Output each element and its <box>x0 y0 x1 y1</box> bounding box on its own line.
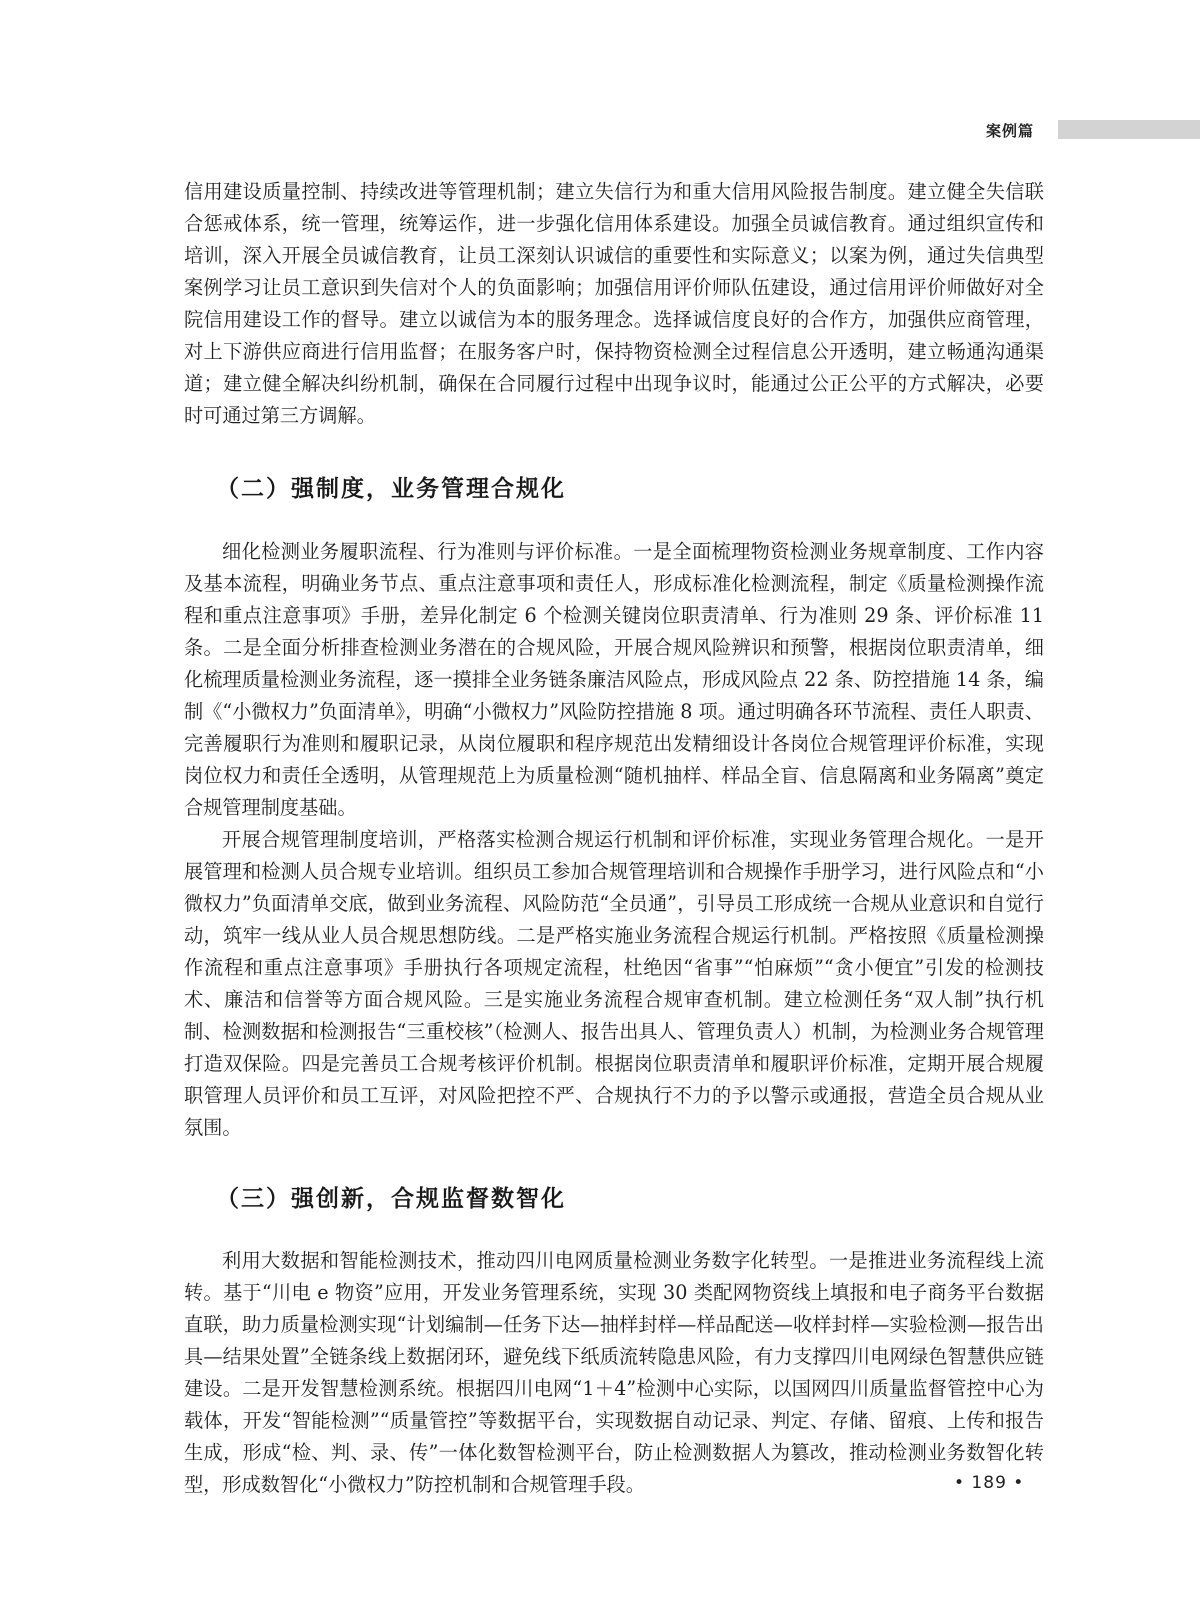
running-header <box>986 120 1048 140</box>
paragraph: 信用建设质量控制、持续改进等管理机制；建立失信行为和重大信用风险报告制度。建立健全失信联合惩戒体系，统一管理，统筹运作，进一步强化信用体系建设。加强全员诚信教育。通过组织宣传和培训，深入开展全员诚信教育，让员工深刻认识诚信的重要性和实际意义；以案为例，通过失信典型案例学习让员工意识到失信对个人的负面影响；加强信用评价师队伍建设，通过信用评价师做好对全院信用建设工作的督导。建立以诚信为本的服务理念。选择诚信度良好的合作方，加强供应商管理，对上下游供应商进行信用监督；在服务客户时，保持物资检测全过程信息公开透明，建立畅通沟通渠道；建立健全解决纠纷机制，确保在合同履行过程中出现争议时，能通过公正公平的方式解决，必要时可通过第三方调解。 <box>184 180 1044 427</box>
section-label: 案例篇 <box>986 121 1035 140</box>
section-heading: （三）强创新，合规监督数智化 <box>216 1186 566 1212</box>
page-body <box>184 176 1044 1501</box>
paragraph: 利用大数据和智能检测技术，推动四川电网质量检测业务数字化转型。一是推进业务流程线上流转。基于“川电 e 物资”应用，开发业务管理系统，实现 30 类配网物资线上填报和电子商务平台数据直联，助力质量检测实现“计划编制—任务下达—抽样封样—样品配送—收样封样—实验检测—报告出具—结果处置”全链条线上数据闭环，避免线下纸质流转隐患风险，有力支撑四川电网绿色智慧供应链建设。二是开发智慧检测系统。根据四川电网“1＋4”检测中心实际，以国网四川质量监督管控中心为载体，开发“智能检测”“质量管控”等数据平台，实现数据自动记录、判定、存储、留痕、上传和报告生成，形成“检、判、录、传”一体化数智检测平台，防止检测数据人为篡改，推动检测业务数智化转型，形成数智化“小微权力”防控机制和合规管理手段。 <box>184 1249 1044 1496</box>
section-heading: （二）强制度，业务管理合规化 <box>216 476 566 502</box>
header-bar <box>1058 120 1200 139</box>
paragraph: 细化检测业务履职流程、行为准则与评价标准。一是全面梳理物资检测业务规章制度、工作内容及基本流程，明确业务节点、重点注意事项和责任人，形成标准化检测流程，制定《质量检测操作流程和重点注意事项》手册，差异化制定 6 个检测关键岗位职责清单、行为准则 29 条、评价标准 11 条。二是全面分析排查检测业务潜在的合规风险，开展合规风险辨识和预警，根据岗位职责清单，细化梳理质量检测业务流程，逐一摸排全业务链条廉洁风险点，形成风险点 22 条、防控措施 14 条，编制《“小微权力”负面清单》，明确“小微权力”风险防控措施 8 项。通过明确各环节流程、责任人职责、完善履职行为准则和履职记录，从岗位履职和程序规范出发精细设计各岗位合规管理评价标准，实现岗位权力和责任全透明，从管理规范上为质量检测“随机抽样、样品全盲、信息隔离和业务隔离”奠定合规管理制度基础。 <box>184 540 1044 819</box>
page-number: • 189 • <box>954 1473 1025 1493</box>
paragraph: 开展合规管理制度培训，严格落实检测合规运行机制和评价标准，实现业务管理合规化。一是开展管理和检测人员合规专业培训。组织员工参加合规管理培训和合规操作手册学习，进行风险点和“小微权力”负面清单交底，做到业务流程、风险防范“全员通”，引导员工形成统一合规从业意识和自觉行动，筑牢一线从业人员合规思想防线。二是严格实施业务流程合规运行机制。严格按照《质量检测操作流程和重点注意事项》手册执行各项规定流程，杜绝因“省事”“怕麻烦”“贪小便宜”引发的检测技术、廉洁和信誉等方面合规风险。三是实施业务流程合规审查机制。建立检测任务“双人制”执行机制、检测数据和检测报告“三重校核”（检测人、报告出具人、管理负责人）机制，为检测业务合规管理打造双保险。四是完善员工合规考核评价机制。根据岗位职责清单和履职评价标准，定期开展合规履职管理人员评价和员工互评，对风险把控不严、合规执行不力的予以警示或通报，营造全员合规从业氛围。 <box>184 828 1044 1139</box>
